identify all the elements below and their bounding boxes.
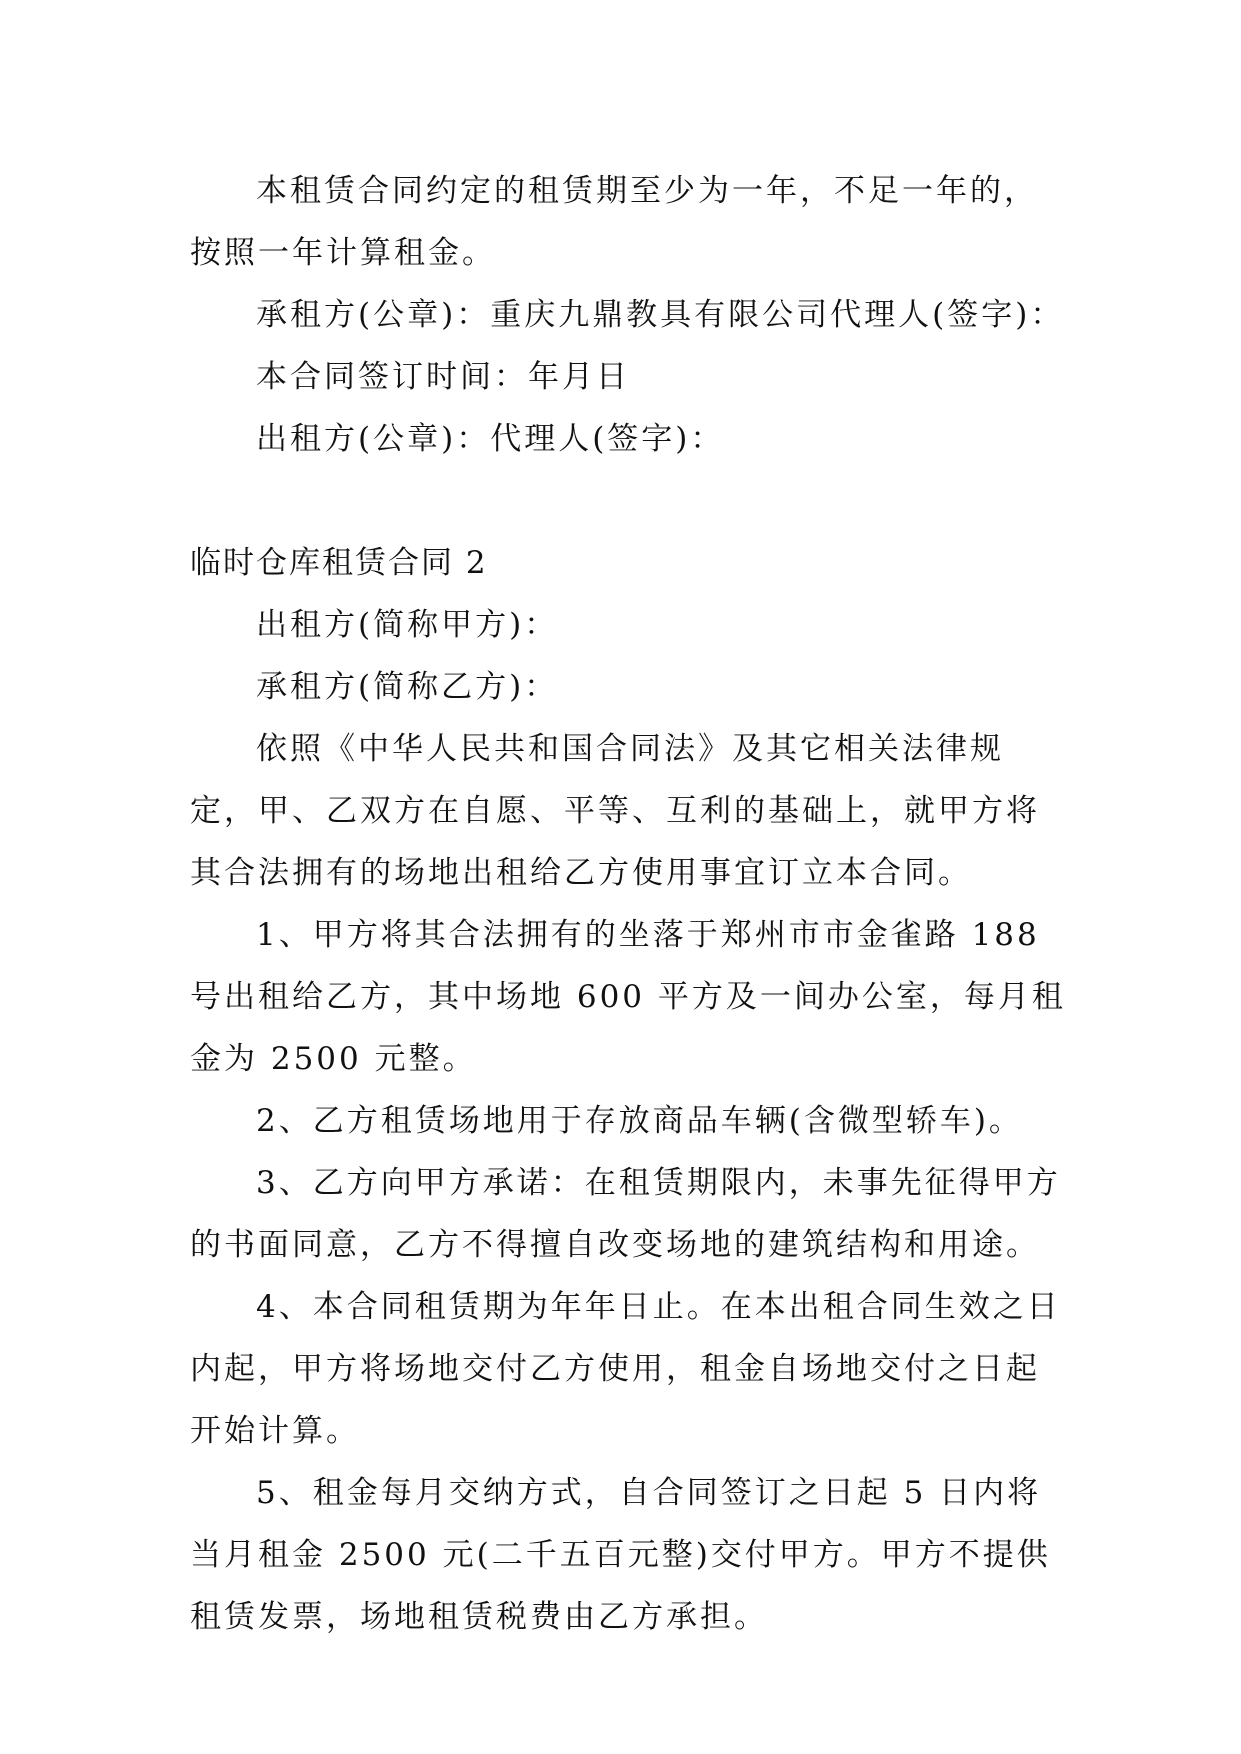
clause-3: 3、乙方向甲方承诺：在租赁期限内，未事先征得甲方的书面同意，乙方不得擅自改变场地的建筑结构和用途。 bbox=[190, 1165, 1061, 1263]
contract-title: 临时仓库租赁合同 2 bbox=[190, 545, 488, 581]
paragraph-signing-date: 本合同签订时间：年月日 bbox=[256, 359, 630, 395]
clause-1: 1、甲方将其合法拥有的坐落于郑州市市金雀路 188 号出租给乙方，其中场地 600 平方及一间办公室，每月租金为 2500 元整。 bbox=[190, 917, 1066, 1077]
paragraph-lease-term: 本租赁合同约定的租赁期至少为一年，不足一年的，按照一年计算租金。 bbox=[190, 173, 1038, 271]
paragraph-party-a: 出租方(简称甲方)： bbox=[256, 607, 559, 643]
paragraph-lessee-signature: 承租方(公章)：重庆九鼎教具有限公司代理人(签字)： bbox=[256, 297, 1065, 333]
paragraph-party-b: 承租方(简称乙方)： bbox=[256, 669, 559, 705]
clause-4: 4、本合同租赁期为年年日止。在本出租合同生效之日内起，甲方将场地交付乙方使用，租金自场地交付之日起开始计算。 bbox=[190, 1289, 1061, 1449]
clause-5: 5、租金每月交纳方式，自合同签订之日起 5 日内将当月租金 2500 元(二千五百元整)交付甲方。甲方不提供租赁发票，场地租赁税费由乙方承担。 bbox=[190, 1475, 1051, 1635]
clause-2: 2、乙方租赁场地用于存放商品车辆(含微型轿车)。 bbox=[256, 1103, 1023, 1139]
paragraph-lessor-signature: 出租方(公章)：代理人(签字)： bbox=[256, 421, 725, 457]
document-body bbox=[190, 160, 1070, 1648]
paragraph-preamble: 依照《中华人民共和国合同法》及其它相关法律规定，甲、乙双方在自愿、平等、互利的基础上，就甲方将其合法拥有的场地出租给乙方使用事宜订立本合同。 bbox=[190, 731, 1040, 891]
